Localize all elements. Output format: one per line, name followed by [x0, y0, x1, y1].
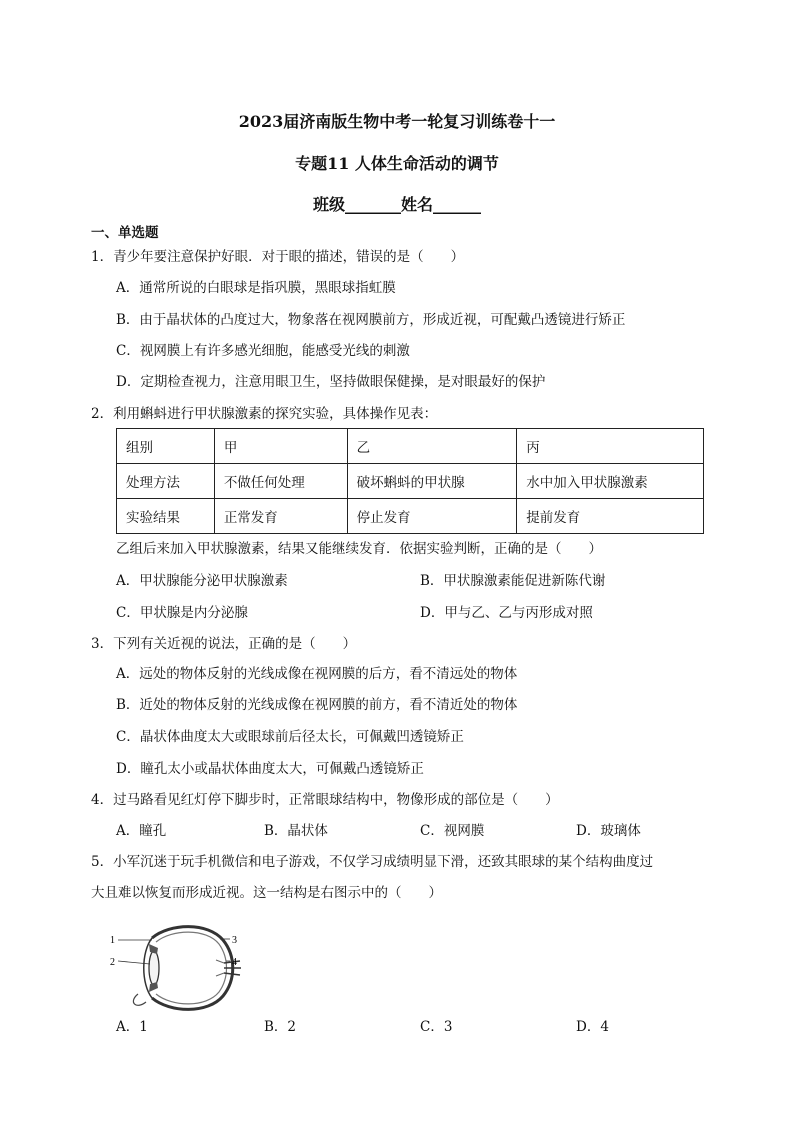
- question-5-stem-line-2: 大且难以恢复而形成近视。这一结构是右图示中的（ ）: [91, 885, 442, 901]
- blood-vessel-lines: [216, 960, 224, 976]
- table-row: [117, 499, 704, 534]
- table-row: [117, 464, 704, 499]
- table-cell: 水中加入甲状腺激素: [517, 464, 704, 499]
- question-4-option-a: A．瞳孔: [116, 823, 167, 839]
- question-1-option-c: C．视网膜上有许多感光细胞，能感受光线的刺激: [116, 343, 410, 359]
- question-4-option-b: B．晶状体: [264, 823, 328, 839]
- table-cell: 提前发育: [517, 499, 704, 534]
- question-5-option-a: A．1: [116, 1019, 148, 1035]
- question-2-followup: 乙组后来加入甲状腺激素，结果又能继续发育．依据实验判断，正确的是（ ）: [116, 541, 602, 557]
- document-subtitle: 专题11 人体生命活动的调节: [295, 154, 499, 173]
- document-title: 2023届济南版生物中考一轮复习训练卷十一: [238, 112, 556, 131]
- table-cell: 实验结果: [117, 499, 215, 534]
- question-3-option-c: C．晶状体曲度太大或眼球前后径太长，可佩戴凹透镜矫正: [116, 729, 464, 745]
- table-cell: 组别: [117, 429, 215, 464]
- table-cell: 停止发育: [347, 499, 517, 534]
- table-cell: 破坏蝌蚪的甲状腺: [347, 464, 517, 499]
- table-cell: 不做任何处理: [214, 464, 347, 499]
- figure-label-4: 4: [232, 957, 237, 968]
- table-header-row: [117, 429, 704, 464]
- question-1-option-a: A．通常所说的白眼球是指巩膜，黑眼球指虹膜: [116, 280, 396, 296]
- question-2-option-b: B．甲状腺激素能促进新陈代谢: [420, 573, 606, 589]
- question-1-option-d: D．定期检查视力，注意用眼卫生，坚持做眼保健操，是对眼最好的保护: [116, 374, 546, 390]
- figure-label-2: 2: [110, 957, 115, 968]
- question-4-option-c: C．视网膜: [420, 823, 485, 839]
- retina-shape: [156, 932, 227, 1004]
- question-2-option-c: C．甲状腺是内分泌腺: [116, 605, 248, 621]
- ciliary-body-bottom: [149, 982, 158, 992]
- figure-label-3: 3: [232, 935, 237, 946]
- question-3-option-b: B．近处的物体反射的光线成像在视网膜的前方，看不清近处的物体: [116, 697, 518, 713]
- question-1-stem: 1．青少年要注意保护好眼．对于眼的描述，错误的是（ ）: [91, 249, 465, 265]
- table-cell: 甲: [214, 429, 347, 464]
- lens-shape: [149, 951, 159, 985]
- class-name-line: 班级_______姓名______: [312, 195, 481, 214]
- figure-label-1: 1: [110, 935, 115, 946]
- table-cell: 丙: [517, 429, 704, 464]
- question-3-option-a: A．远处的物体反射的光线成像在视网膜的后方，看不清远处的物体: [116, 666, 518, 682]
- question-4-stem: 4．过马路看见红灯停下脚步时，正常眼球结构中，物像形成的部位是（ ）: [91, 792, 559, 808]
- table-cell: 处理方法: [117, 464, 215, 499]
- question-3-option-d: D．瞳孔太小或晶状体曲度太大，可佩戴凸透镜矫正: [116, 761, 424, 777]
- eyeball-diagram: [108, 918, 248, 1018]
- question-5-option-c: C．3: [420, 1019, 453, 1035]
- question-2-option-a: A．甲状腺能分泌甲状腺激素: [116, 573, 288, 589]
- ciliary-body-top: [149, 944, 158, 954]
- section-heading: 一、单选题: [91, 225, 159, 241]
- question-5-option-b: B．2: [264, 1019, 297, 1035]
- question-3-stem: 3．下列有关近视的说法，正确的是（ ）: [91, 636, 357, 652]
- question-4-option-d: D．玻璃体: [576, 823, 641, 839]
- label-2-leader: [118, 961, 150, 964]
- table-cell: 正常发育: [214, 499, 347, 534]
- experiment-table: [116, 428, 704, 534]
- question-2-stem: 2．利用蝌蚪进行甲状腺激素的探究实验，具体操作见表：: [91, 406, 438, 422]
- question-5-stem-line-1: 5．小军沉迷于玩手机微信和电子游戏，不仅学习成绩明显下滑，还致其眼球的某个结构曲度过: [91, 854, 654, 870]
- table-cell: 乙: [347, 429, 517, 464]
- question-5-option-d: D．4: [576, 1019, 609, 1035]
- question-1-option-b: B．由于晶状体的凸度过大，物象落在视网膜前方，形成近视，可配戴凸透镜进行矫正: [116, 312, 626, 328]
- question-2-option-d: D．甲与乙、乙与丙形成对照: [420, 605, 593, 621]
- eye-muscle-shape: [133, 994, 146, 1005]
